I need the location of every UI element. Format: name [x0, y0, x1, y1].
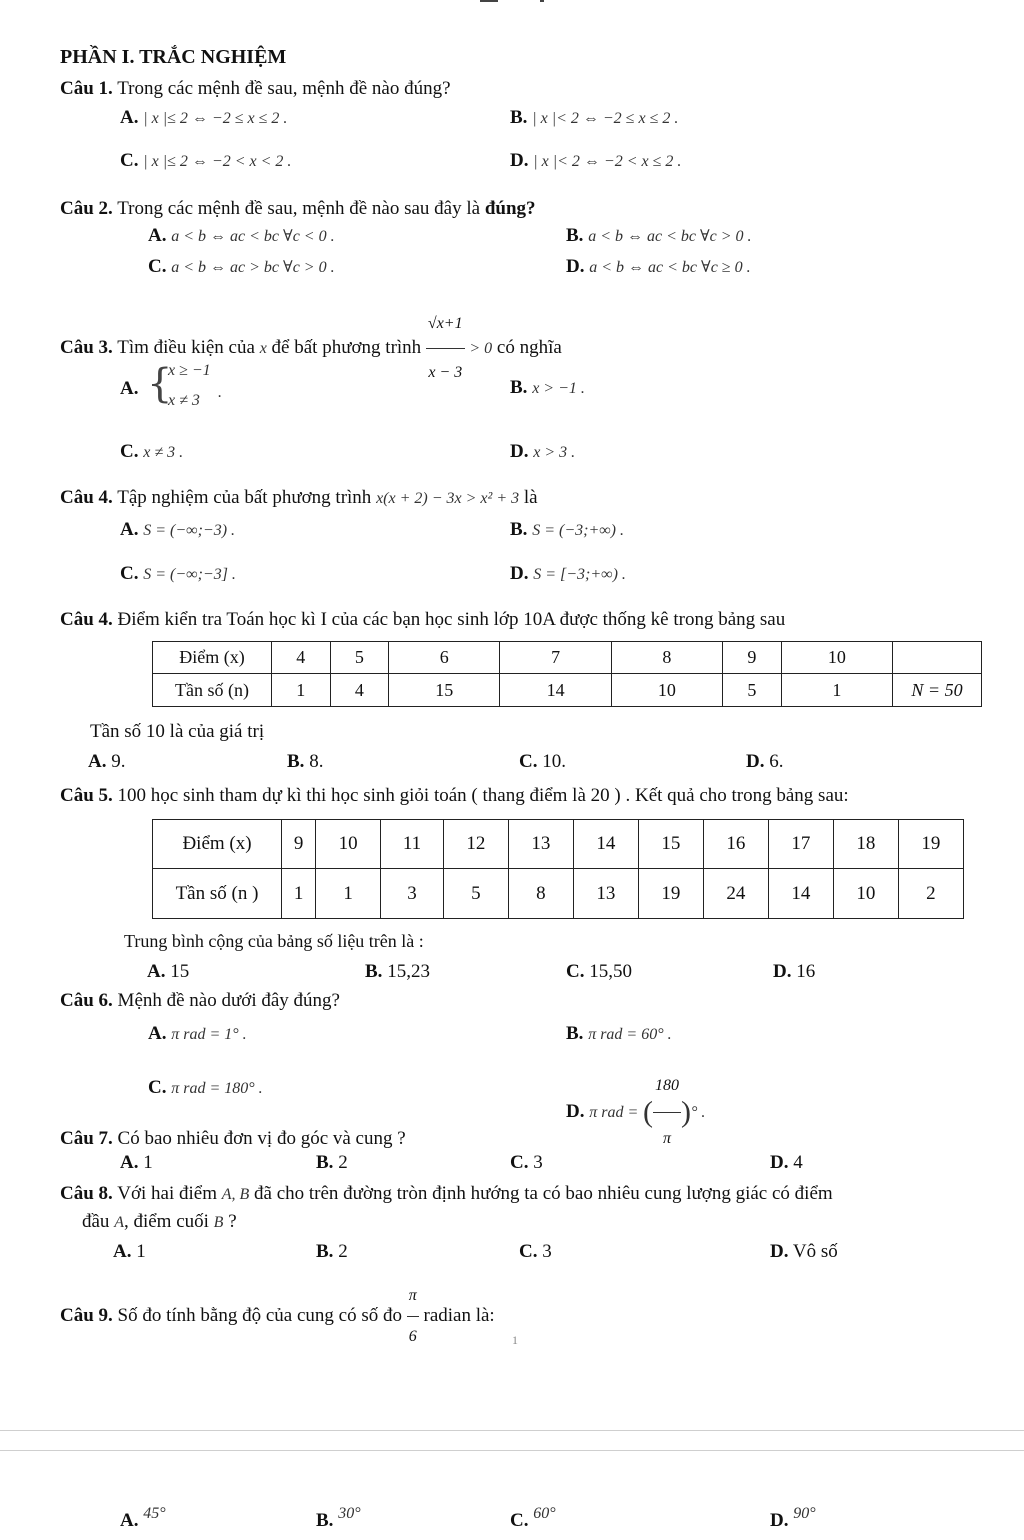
option-value: 4: [793, 1152, 803, 1173]
fraction-denominator: x − 3: [428, 364, 463, 381]
option-tail: ° .: [691, 1103, 706, 1121]
table-cell: 11: [381, 820, 444, 869]
table-cell: 5: [330, 642, 389, 674]
option-expr: x > −1 .: [532, 380, 585, 397]
option-value: 1: [143, 1152, 153, 1173]
option-expr: π rad = 1° .: [171, 1026, 247, 1043]
option-c[interactable]: [148, 256, 335, 278]
page-top-mark: [540, 0, 544, 2]
option-key: C.: [148, 256, 167, 277]
option-key: C.: [120, 441, 139, 462]
question-text: ?: [228, 1211, 237, 1232]
option-key: D.: [770, 1241, 789, 1262]
fraction-numerator: √x+1: [426, 300, 465, 349]
option-c[interactable]: [519, 751, 566, 773]
table-header-cell: Điểm (x): [153, 820, 282, 869]
question-label: Câu 6.: [60, 990, 113, 1011]
option-expr: | x |< 2 ⇔ −2 < x ≤ 2 .: [533, 153, 682, 170]
option-c[interactable]: [566, 961, 632, 983]
option-value: 15,23: [387, 961, 430, 982]
option-c[interactable]: [519, 1241, 552, 1263]
math-expr: x(x + 2) − 3x > x² + 3: [376, 490, 520, 507]
page-break-divider: [0, 1430, 1024, 1431]
option-key: D.: [510, 563, 529, 584]
option-value: 3: [542, 1241, 552, 1262]
question-text: Trong các mệnh đề sau, mệnh đề nào đúng?: [117, 78, 451, 99]
question-label: Câu 2.: [60, 198, 113, 219]
question-9: [60, 1276, 495, 1357]
option-b[interactable]: [566, 225, 752, 247]
table-cell: 1: [316, 869, 381, 919]
table-cell: 1: [781, 674, 892, 707]
table-cell: 8: [508, 869, 573, 919]
question-4b: [60, 609, 785, 631]
table-cell: 5: [723, 674, 782, 707]
table-cell: 18: [833, 820, 898, 869]
option-key: D.: [770, 1152, 789, 1173]
option-key: A.: [120, 519, 139, 540]
table-row: [153, 642, 982, 674]
option-key: C.: [519, 1241, 538, 1262]
option-expr: a < b ⇔ ac < bc ∀c ≥ 0 .: [589, 259, 751, 276]
table-header-cell: Điểm (x): [153, 642, 272, 674]
option-value: 3: [533, 1152, 543, 1173]
option-d[interactable]: [566, 256, 751, 278]
option-key: B.: [566, 1023, 584, 1044]
option-value: 30°: [338, 1505, 361, 1522]
option-expr: a < b ⇔ ac < bc ∀c < 0 .: [171, 228, 335, 245]
table-cell: 14: [768, 869, 833, 919]
table-cell: 1: [282, 869, 316, 919]
table-cell: 7: [500, 642, 611, 674]
option-tail: .: [218, 384, 222, 401]
option-value: 1: [136, 1241, 146, 1262]
option-key: D.: [510, 150, 529, 171]
option-c[interactable]: [120, 150, 291, 172]
option-d[interactable]: [566, 1060, 705, 1165]
question-text: đầu: [82, 1211, 110, 1232]
question-text: Trong các mệnh đề sau, mệnh đề nào sau đây là: [117, 198, 481, 219]
table-cell: 9: [282, 820, 316, 869]
option-expr: x > 3 .: [533, 444, 576, 461]
paren-open-icon: (: [643, 1095, 654, 1129]
option-d[interactable]: [510, 441, 575, 463]
table-cell: 4: [272, 642, 331, 674]
table-row: [153, 820, 964, 869]
option-expr: | x |≤ 2 ⇔ −2 < x < 2 .: [143, 153, 292, 170]
option-key: B.: [316, 1241, 334, 1262]
question-text: Tìm điều kiện của: [117, 336, 255, 358]
option-expr: π rad = 60° .: [588, 1026, 672, 1043]
option-d[interactable]: [510, 150, 681, 172]
option-a[interactable]: [147, 961, 189, 983]
option-b[interactable]: [566, 1023, 672, 1045]
question-text: Có bao nhiêu đơn vị đo góc và cung ?: [117, 1128, 406, 1149]
option-value: 16: [796, 961, 816, 982]
question-text: , điểm cuối: [123, 1211, 209, 1232]
question-text: để bất phương trình: [271, 336, 422, 358]
question-text: là: [523, 487, 538, 508]
option-key: D.: [770, 1510, 789, 1531]
option-value: 45°: [143, 1505, 166, 1522]
option-b[interactable]: [365, 961, 430, 983]
question-label: Câu 9.: [60, 1304, 113, 1326]
table-cell: 15: [389, 674, 500, 707]
fraction: [653, 1060, 681, 1165]
option-key: B.: [510, 107, 528, 128]
option-expr: π rad =: [589, 1103, 639, 1121]
option-a[interactable]: [120, 1505, 166, 1532]
page-number: 1: [512, 1333, 518, 1347]
question-7: [60, 1128, 406, 1150]
question-8-line-2: [82, 1211, 237, 1233]
option-value: Vô số: [792, 1241, 838, 1262]
table-cell: 3: [381, 869, 444, 919]
option-d[interactable]: [510, 563, 626, 585]
option-a[interactable]: [88, 751, 125, 773]
option-key: A.: [147, 961, 166, 982]
table-cell: 14: [573, 820, 638, 869]
table-row: [153, 674, 982, 707]
option-key: D.: [566, 256, 585, 277]
question-text: có nghĩa: [496, 336, 562, 358]
option-expr: S = (−3;+∞) .: [532, 522, 624, 539]
option-d[interactable]: [770, 1505, 816, 1532]
option-key: B.: [365, 961, 383, 982]
option-a[interactable]: [148, 225, 335, 247]
option-expr: S = [−3;+∞) .: [533, 566, 626, 583]
question-2: [60, 198, 536, 220]
option-key: C.: [148, 1077, 167, 1098]
paren-close-icon: ): [681, 1095, 692, 1129]
option-d[interactable]: [770, 1241, 838, 1263]
option-a[interactable]: [120, 107, 287, 129]
system-line-1: x ≥ −1: [168, 362, 211, 379]
option-key: C.: [519, 751, 538, 772]
option-c[interactable]: [120, 563, 236, 585]
option-key: A.: [120, 107, 139, 128]
question-5: [60, 785, 849, 807]
option-key: C.: [120, 150, 139, 171]
option-value: 8.: [309, 751, 324, 772]
option-value: 15: [170, 961, 190, 982]
option-key: A.: [120, 1510, 139, 1531]
question-text: 100 học sinh tham dự kì thi học sinh giỏi toán ( thang điểm là 20 ) . Kết quả cho trong bảng sau:: [117, 785, 849, 806]
option-key: A.: [148, 1023, 167, 1044]
question-text: đã cho trên đường tròn định hướng ta có bao nhiêu cung lượng giác có điểm: [254, 1183, 833, 1204]
option-key: D.: [510, 441, 529, 462]
option-key: D.: [746, 751, 765, 772]
fraction: [407, 1276, 419, 1357]
option-b[interactable]: [510, 107, 678, 129]
table-cell: 19: [638, 869, 703, 919]
table-cell: 8: [611, 642, 722, 674]
question-label: Câu 1.: [60, 78, 113, 99]
section-title: PHẦN I. TRẮC NGHIỆM: [60, 46, 287, 68]
question-text: Với hai điểm: [117, 1183, 217, 1204]
question-subtext: Trung bình cộng của bảng số liệu trên là :: [124, 931, 424, 951]
question-4: [60, 487, 538, 509]
table-cell: 15: [638, 820, 703, 869]
math-expr: > 0: [469, 339, 493, 357]
question-emphasis: đúng?: [484, 198, 536, 219]
option-b[interactable]: [316, 1505, 361, 1532]
question-6: [60, 990, 340, 1012]
option-expr: a < b ⇔ ac > bc ∀c > 0 .: [171, 259, 335, 276]
option-key: C.: [510, 1510, 529, 1531]
question-label: Câu 4.: [60, 487, 113, 508]
question-label: Câu 5.: [60, 785, 113, 806]
page-break-divider: [0, 1450, 1024, 1451]
fraction-denominator: 6: [408, 1328, 417, 1345]
question-text: Tập nghiệm của bất phương trình: [117, 487, 372, 508]
option-key: C.: [120, 563, 139, 584]
table-header-cell: Tần số (n): [153, 674, 272, 707]
page-top-mark: [480, 0, 498, 2]
option-key: B.: [510, 519, 528, 540]
option-key: C.: [566, 961, 585, 982]
option-value: 9.: [111, 751, 126, 772]
option-expr: x ≠ 3 .: [143, 444, 184, 461]
score-table: [152, 819, 964, 919]
option-a[interactable]: [148, 1023, 247, 1045]
question-text: Mệnh đề nào dưới đây đúng?: [117, 990, 340, 1011]
table-cell: 19: [898, 820, 963, 869]
table-cell: 10: [611, 674, 722, 707]
option-expr: π rad = 180° .: [171, 1080, 263, 1097]
table-cell: 2: [898, 869, 963, 919]
math-var: A, B: [221, 1186, 250, 1203]
table-cell: 4: [330, 674, 389, 707]
option-expr: S = (−∞;−3) .: [143, 522, 236, 539]
question-subtext: Tần số 10 là của giá trị: [90, 721, 265, 742]
math-var: A: [114, 1214, 124, 1231]
option-b[interactable]: [316, 1152, 348, 1174]
table-cell: 5: [443, 869, 508, 919]
question-text: Điểm kiển tra Toán học kì I của các bạn học sinh lớp 10A được thống kê trong bảng sau: [117, 609, 786, 630]
option-c[interactable]: [510, 1505, 556, 1532]
option-a[interactable]: [120, 1152, 153, 1174]
option-c[interactable]: [148, 1077, 263, 1099]
table-cell: 12: [443, 820, 508, 869]
question-label: Câu 3.: [60, 336, 113, 358]
fraction: [426, 300, 465, 397]
question-8: [60, 1183, 833, 1205]
frequency-table: [152, 641, 982, 707]
table-cell: [893, 642, 982, 674]
option-key: A.: [113, 1241, 132, 1262]
question-1: [60, 78, 451, 100]
option-key: B.: [510, 377, 528, 398]
question-text: radian là:: [423, 1304, 495, 1326]
option-value: 2: [338, 1152, 348, 1173]
option-a[interactable]: [113, 1241, 146, 1263]
table-cell: 10: [833, 869, 898, 919]
table-cell: N = 50: [893, 674, 982, 707]
table-header-cell: Tần số (n ): [153, 869, 282, 919]
question-label: Câu 8.: [60, 1183, 113, 1204]
option-key: B.: [566, 225, 584, 246]
option-key: A.: [88, 751, 107, 772]
fraction-numerator: π: [407, 1276, 419, 1317]
brace-icon: {: [147, 361, 173, 407]
option-key: D.: [566, 1100, 585, 1122]
option-key: C.: [510, 1152, 529, 1173]
table-cell: 10: [316, 820, 381, 869]
option-d[interactable]: [773, 961, 815, 983]
question-label: Câu 4.: [60, 609, 113, 630]
table-cell: 9: [723, 642, 782, 674]
option-value: 6.: [769, 751, 784, 772]
math-var: x: [259, 339, 267, 357]
option-key: D.: [773, 961, 792, 982]
fraction-denominator: π: [663, 1130, 672, 1147]
option-key: B.: [316, 1510, 334, 1531]
option-expr: | x |≤ 2 ⇔ −2 ≤ x ≤ 2 .: [143, 110, 288, 127]
option-b[interactable]: [316, 1241, 348, 1263]
option-key: A.: [120, 1152, 139, 1173]
math-var: B: [213, 1214, 224, 1231]
option-c[interactable]: [120, 441, 183, 463]
option-key: A.: [120, 378, 139, 399]
option-a[interactable]: [120, 519, 235, 541]
option-value: 60°: [533, 1505, 556, 1522]
fraction-numerator: 180: [653, 1060, 681, 1113]
table-cell: 1: [272, 674, 331, 707]
table-row: [153, 869, 964, 919]
option-expr: a < b ⇔ ac < bc ∀c > 0 .: [588, 228, 752, 245]
option-value: 10.: [542, 751, 566, 772]
system-line-2: x ≠ 3: [168, 392, 200, 409]
table-cell: 14: [500, 674, 611, 707]
option-value: 90°: [793, 1505, 816, 1522]
table-cell: 17: [768, 820, 833, 869]
table-cell: 13: [508, 820, 573, 869]
table-cell: 10: [781, 642, 892, 674]
option-c[interactable]: [510, 1152, 543, 1174]
option-key: B.: [316, 1152, 334, 1173]
table-cell: 6: [389, 642, 500, 674]
option-key: A.: [148, 225, 167, 246]
option-value: 2: [338, 1241, 348, 1262]
table-cell: 13: [573, 869, 638, 919]
option-b[interactable]: [510, 377, 585, 399]
option-expr: | x |< 2 ⇔ −2 ≤ x ≤ 2 .: [532, 110, 679, 127]
option-key: B.: [287, 751, 305, 772]
option-b[interactable]: [287, 751, 323, 773]
question-text: Số đo tính bằng độ của cung có số đo: [117, 1304, 402, 1326]
question-label: Câu 7.: [60, 1128, 113, 1149]
option-d[interactable]: [746, 751, 783, 773]
option-value: 15,50: [589, 961, 632, 982]
table-cell: 16: [703, 820, 768, 869]
option-d[interactable]: [770, 1152, 803, 1174]
option-b[interactable]: [510, 519, 624, 541]
table-cell: 24: [703, 869, 768, 919]
option-expr: S = (−∞;−3] .: [143, 566, 236, 583]
